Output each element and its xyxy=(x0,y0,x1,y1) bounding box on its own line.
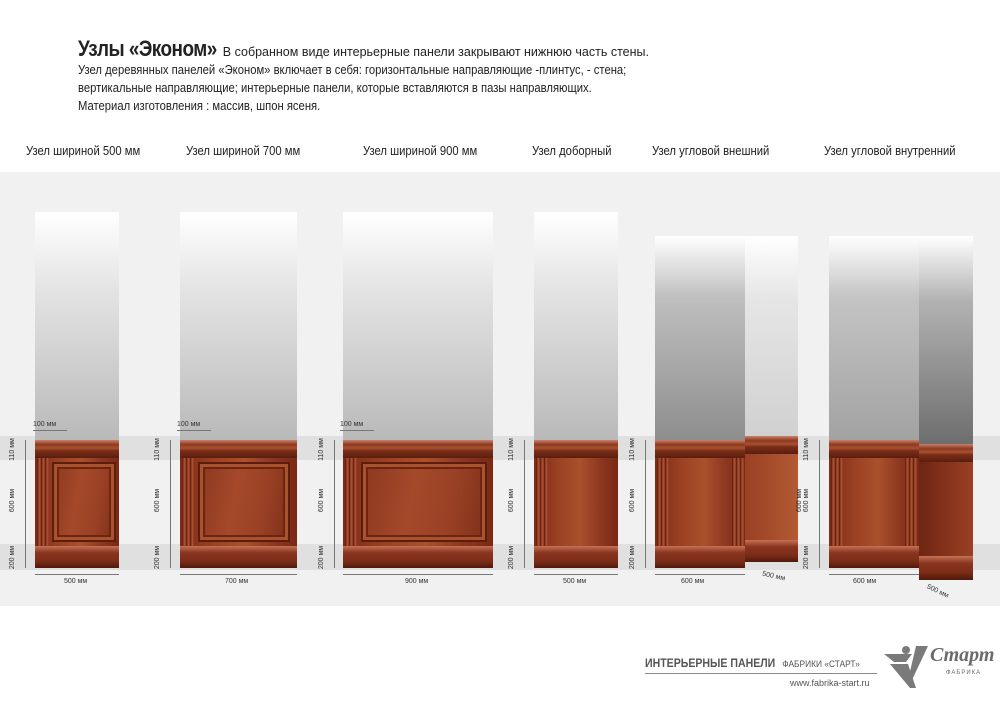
plinth-front xyxy=(829,546,919,568)
dim-plinth: 200 мм xyxy=(508,545,516,570)
dim-plinth: 200 мм xyxy=(803,545,811,570)
footer-factory: ФАБРИКИ «СТАРТ» xyxy=(782,659,860,670)
page-title: Узлы «Эконом» xyxy=(78,36,217,61)
dim-width: 900 мм xyxy=(405,578,429,585)
caption-node-700: Узел шириной 700 мм xyxy=(186,144,301,158)
plinth xyxy=(35,546,119,568)
inner-panel xyxy=(198,462,290,542)
footer-product-line xyxy=(645,656,860,670)
dim-plinth: 200 мм xyxy=(9,545,17,570)
top-molding xyxy=(534,440,618,458)
dim-line xyxy=(655,574,745,575)
wall-side xyxy=(919,236,973,452)
dim-line xyxy=(35,574,119,575)
vertical-guide xyxy=(905,458,917,546)
plinth xyxy=(534,546,618,568)
dim-panel: 600 мм xyxy=(629,488,637,513)
dim-width-front: 600 мм xyxy=(853,578,877,585)
dim-width: 500 мм xyxy=(64,578,88,585)
top-molding-side xyxy=(745,436,798,454)
caption-node-500: Узел шириной 500 мм xyxy=(26,144,141,158)
dim-plinth: 200 мм xyxy=(154,545,162,570)
dim-line xyxy=(819,440,820,568)
dim-width-side: 500 мм xyxy=(761,570,786,583)
dim-line xyxy=(25,440,26,568)
wall-section xyxy=(180,212,297,440)
dim-line xyxy=(180,574,297,575)
dim-line xyxy=(645,440,646,568)
description-line-2: вертикальные направляющие; интерьерные панели, которые вставляются в пазы направляющих. xyxy=(78,81,592,95)
inner-panel xyxy=(361,462,487,542)
caption-node-900: Узел шириной 900 мм xyxy=(363,144,478,158)
footer-divider xyxy=(645,673,877,674)
dim-molding: 110 мм xyxy=(153,438,161,461)
caption-node-outer-corner: Узел угловой внешний xyxy=(652,144,770,158)
dim-molding: 110 мм xyxy=(8,438,16,461)
vertical-guide xyxy=(657,458,669,546)
dim-line xyxy=(343,574,493,575)
dim-line xyxy=(170,440,171,568)
plinth xyxy=(343,546,493,568)
caption-node-inner-corner: Узел угловой внутренний xyxy=(824,144,956,158)
dim-width: 500 мм xyxy=(563,578,587,585)
description-line-1: Узел деревянных панелей «Эконом» включает в себя: горизонтальные направляющие -плинтус, - стена; xyxy=(78,63,627,77)
footer-url-link[interactable]: www.fabrika-start.ru xyxy=(790,678,870,688)
top-molding xyxy=(35,440,119,458)
dim-width-side: 500 мм xyxy=(925,583,950,600)
dim-width: 700 мм xyxy=(225,578,249,585)
vertical-guide xyxy=(831,458,843,546)
header xyxy=(78,36,978,115)
dim-width-front: 600 мм xyxy=(681,578,705,585)
dim-panel: 600 мм xyxy=(154,488,162,513)
dim-line xyxy=(829,574,919,575)
vertical-guide xyxy=(345,458,357,546)
caption-node-filler: Узел доборный xyxy=(532,144,612,158)
dim-line xyxy=(334,440,335,568)
dim-molding: 110 мм xyxy=(317,438,325,461)
dim-line xyxy=(534,574,618,575)
wall-section xyxy=(35,212,119,440)
title-line xyxy=(78,36,978,61)
dim-panel: 600 мм xyxy=(803,488,811,513)
top-molding-front xyxy=(655,440,745,458)
vertical-guide xyxy=(536,458,548,546)
dim-molding: 110 мм xyxy=(802,438,810,461)
logo-name: Старт xyxy=(930,644,995,666)
wall-side xyxy=(745,236,798,440)
dim-top-offset: 100 мм xyxy=(177,421,201,428)
plinth xyxy=(180,546,297,568)
description-line-3: Материал изготовления : массив, шпон ясеня. xyxy=(78,99,321,113)
dim-panel: 600 мм xyxy=(318,488,326,513)
wall-front xyxy=(829,236,919,440)
dim-plinth: 200 мм xyxy=(629,545,637,570)
dim-panel: 600 мм xyxy=(9,488,17,513)
top-molding xyxy=(343,440,493,458)
dim-top-offset: 100 мм xyxy=(340,421,364,428)
top-molding-side xyxy=(919,444,973,462)
dim-line xyxy=(340,430,374,431)
dim-line xyxy=(33,430,67,431)
plinth-front xyxy=(655,546,745,568)
dim-molding: 110 мм xyxy=(507,438,515,461)
wall-front xyxy=(655,236,745,440)
wall-section xyxy=(534,212,618,440)
dim-panel-side: 600 мм xyxy=(796,488,804,513)
panel-side xyxy=(745,454,798,540)
dim-line xyxy=(524,440,525,568)
dim-top-offset: 100 мм xyxy=(33,421,57,428)
dim-molding: 110 мм xyxy=(628,438,636,461)
wall-section xyxy=(343,212,493,440)
logo-subtitle: ФАБРИКА xyxy=(946,670,982,676)
plinth-side xyxy=(919,556,973,580)
plinth-side xyxy=(745,540,798,562)
dim-panel: 600 мм xyxy=(508,488,516,513)
top-molding xyxy=(180,440,297,458)
vertical-guide xyxy=(732,458,744,546)
title-tail: В собранном виде интерьерные панели закрывают нижнюю часть стены. xyxy=(219,45,649,59)
dim-line xyxy=(177,430,211,431)
footer-product: ИНТЕРЬЕРНЫЕ ПАНЕЛИ xyxy=(645,656,776,670)
dim-plinth: 200 мм xyxy=(318,545,326,570)
top-molding-front xyxy=(829,440,919,458)
panel-side xyxy=(919,462,973,558)
vertical-guide xyxy=(37,458,49,546)
inner-panel xyxy=(52,462,116,542)
vertical-guide xyxy=(182,458,194,546)
